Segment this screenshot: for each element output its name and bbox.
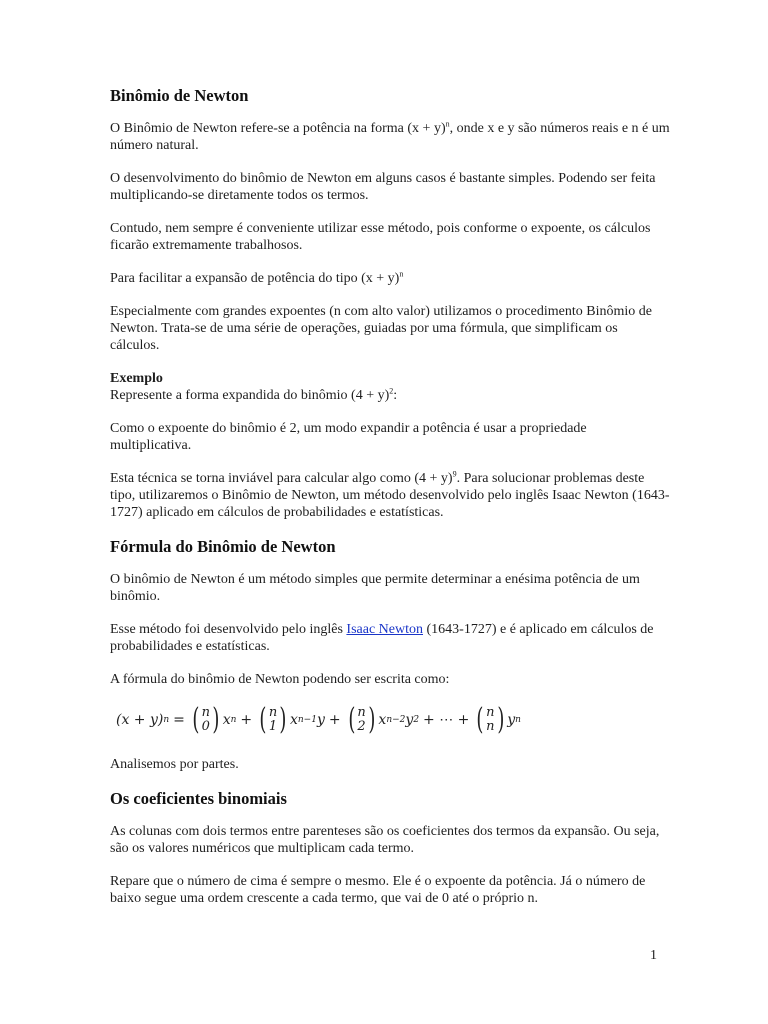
paragraph: Repare que o número de cima é sempre o mesmo. Ele é o expoente da potência. Já o número de baixo segue uma ordem crescente a cada termo, que vai de 0 até o próprio n. — [110, 874, 646, 906]
text-run: Esta técnica se torna inviável para calcular algo como (4 + y) — [110, 471, 453, 486]
page-number: 1 — [650, 948, 657, 963]
paragraph — [110, 621, 670, 655]
binom-bottom: n — [486, 719, 495, 734]
binomial-formula: (x + y) n = ( n 0 ) x n + ( n 1 ) x n−1 y + ( n 2 ) x n−2 y 2 + ⋯ + ( n n ) y n — [116, 702, 521, 737]
term-var: y — [316, 712, 325, 728]
paragraph — [110, 470, 670, 521]
paragraph: As colunas com dois termos entre parenteses são os coeficientes dos termos da expansão. Ou seja, são os valores numéricos que multiplicam cada termo. — [110, 824, 660, 856]
paragraph: Como o expoente do binômio é 2, um modo expandir a potência é usar a propriedade multiplicativa. — [110, 421, 587, 453]
text-run: , onde x e y são números reais e n é um número natural. — [110, 121, 670, 153]
binomial-coefficient: ( n 2 ) — [347, 702, 376, 737]
paragraph: Contudo, nem sempre é conveniente utilizar esse método, pois conforme o expoente, os cálculos ficarão extremamente trabalhosos. — [110, 221, 651, 253]
text-run: . Para solucionar problemas deste tipo, utilizaremos o Binômio de Newton, um método desenvolvido pelo inglês Isaac Newton (1643-1727) aplicado em cálculos de probabilidades e estatísticas. — [110, 471, 670, 520]
paragraph: O desenvolvimento do binômio de Newton em alguns casos é bastante simples. Podendo ser feita multiplicando-se diretamente todos os termos. — [110, 171, 656, 203]
superscript: n — [399, 269, 404, 279]
paragraph — [110, 120, 670, 154]
term-var: x — [222, 712, 231, 728]
example-label: Exemplo — [110, 371, 163, 386]
text-run: (1643-1727) e é aplicado em cálculos de probabilidades e estatísticas. — [110, 622, 654, 654]
term-var: x — [289, 712, 298, 728]
binomial-coefficient: ( n 0 ) — [192, 702, 220, 737]
text-run: : — [393, 388, 398, 403]
binomial-coefficient: ( n 1 ) — [259, 702, 287, 737]
example-block — [110, 370, 670, 404]
paragraph: O binômio de Newton é um método simples que permite determinar a enésima potência de um binômio. — [110, 572, 640, 604]
paragraph: Especialmente com grandes expoentes (n com alto valor) utilizamos o procedimento Binômio de Newton. Trata-se de uma série de operações, guiadas por uma fórmula, que simplificam os cálculos. — [110, 304, 652, 353]
ellipsis: + ⋯ + — [423, 712, 470, 728]
binomial-coefficient: ( n n ) — [476, 702, 504, 737]
text-run: Esse método foi desenvolvido pelo inglês — [110, 622, 347, 637]
formula-lhs: (x + y) — [116, 712, 164, 728]
paragraph: A fórmula do binômio de Newton podendo ser escrita como: — [110, 672, 450, 687]
superscript: 2 — [389, 386, 394, 396]
section-title-coeficientes: Os coeficientes binomiais — [110, 789, 287, 808]
superscript: 9 — [452, 469, 457, 479]
paragraph: Analisemos por partes. — [110, 757, 239, 772]
section-title-binomio: Binômio de Newton — [110, 86, 249, 105]
binom-top: n — [201, 705, 210, 720]
example-text — [110, 387, 670, 404]
document-page — [110, 86, 670, 923]
formula-equals: = — [173, 712, 185, 728]
binom-top: n — [357, 705, 366, 720]
superscript: n — [445, 119, 450, 129]
text-run: Represente a forma expandida do binômio (4 + y) — [110, 388, 390, 403]
section-title-formula: Fórmula do Binômio de Newton — [110, 537, 336, 556]
text-run: Para facilitar a expansão de potência do tipo (x + y) — [110, 271, 400, 286]
binom-bottom: 2 — [357, 719, 366, 734]
term-var: y — [405, 712, 414, 728]
isaac-newton-link[interactable]: Isaac Newton — [346, 622, 423, 637]
paragraph — [110, 270, 670, 287]
text-run: O Binômio de Newton refere-se a potência na forma (x + y) — [110, 121, 446, 136]
binom-top: n — [268, 705, 278, 720]
term-var: x — [378, 712, 387, 728]
term-var: y — [507, 712, 516, 728]
binom-bottom: 0 — [201, 719, 210, 734]
binom-top: n — [486, 705, 495, 720]
plus-sign: + — [240, 712, 253, 728]
plus-sign: + — [328, 712, 341, 728]
binom-bottom: 1 — [268, 719, 278, 734]
